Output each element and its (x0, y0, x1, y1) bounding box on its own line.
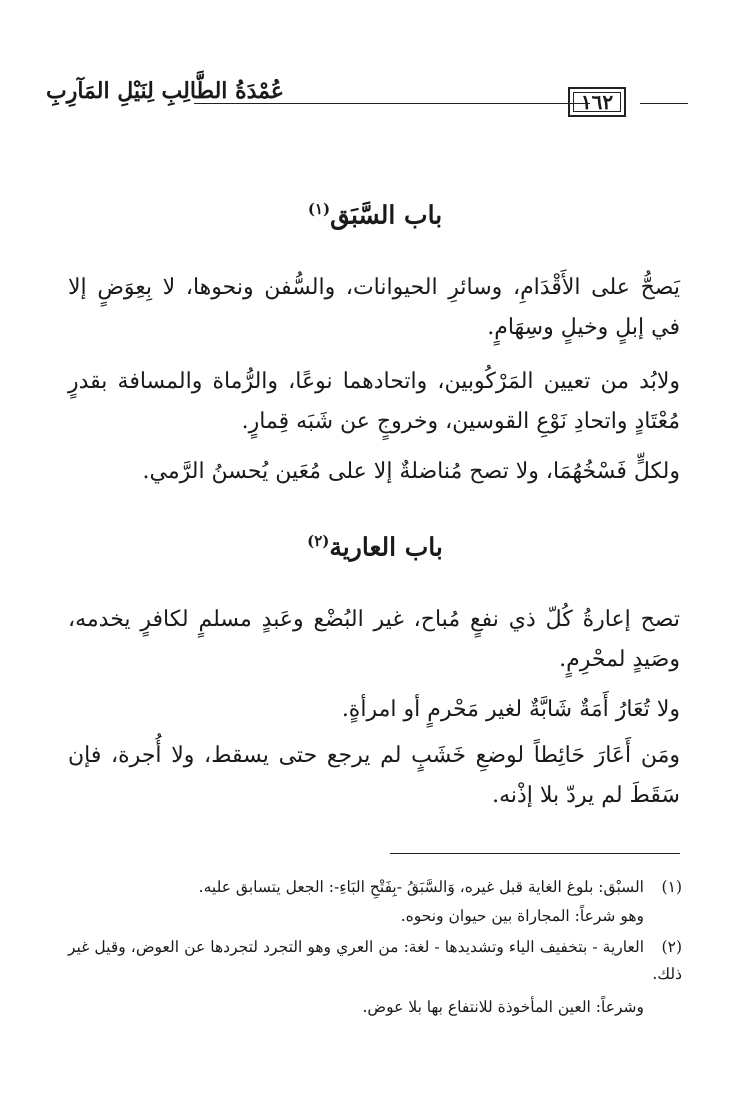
footnote (68, 874, 682, 901)
paragraph: ولابُد من تعيين المَرْكُوبين، واتحادهما نوعًا، والرُّماة والمسافة بقدرٍ مُعْتَادٍ واتحادِ نَوْعِ القوسين، وخروجٍ عن شَبَه قِمارٍ. (68, 369, 680, 434)
section-title-text: باب العارية (329, 532, 443, 562)
footnote (68, 934, 682, 988)
paragraph: تصح إعارةُ كُلّ ذي نفعٍ مُباح، غير البُضْع وعَبدٍ مسلمٍ لكافرٍ يخدمه، وصَيدٍ لمحْرِمٍ. (68, 607, 680, 672)
page-number: ١٦٢ (580, 90, 614, 114)
paragraph: ولا تُعَارُ أَمَةٌ شَابَّةٌ لغير مَحْرمٍ أو امرأةٍ. (341, 697, 680, 722)
header-rule-short (640, 103, 688, 104)
footnote-separator (390, 853, 680, 854)
paragraph: ولكلٍّ فَسْخُهُمَا، ولا تصح مُناضلةٌ إلا على مُعَين يُحسنُ الرَّمي. (142, 459, 680, 484)
section-title-text: باب السَّبَق (330, 200, 443, 230)
footnote-number: (١) (661, 878, 682, 896)
paragraph: يَصحُّ على الأَقْدَامِ، وسائرِ الحيوانات، والسُّفن ونحوها، لا بِعِوَضٍ إلا في إبلٍ وخيلٍ وسِهَامٍ. (68, 275, 680, 340)
section-title-ariya (0, 532, 750, 561)
running-header-title: عُمْدَةُ الطَّالِبِ لِنَيْلِ المَآرِبِ (46, 78, 284, 104)
footnote-continuation: وشرعاً: العين المأخوذة للانتفاع بها بلا عوض. (362, 998, 644, 1016)
footnote-continuation: وهو شرعاً: المجاراة بين حيوان ونحوه. (400, 907, 644, 925)
footnote-ref: (٢) (307, 532, 330, 550)
footnote-text: السبْق: بلوغ الغاية قبل غيره، وَالسَّبَقُ -بِفَتْحِ البَاءِ-: الجعل يتسابق عليه. (198, 878, 644, 896)
footnote-text: العارية - بتخفيف الياء وتشديدها - لغة: من العري وهو التجرد لتجردها عن العوض، وقيل غير ذلك. (68, 938, 682, 983)
paragraph: ومَن أَعَارَ حَائِطاً لوضعِ خَشَبٍ لم يرجع حتى يسقط، ولا أُجرة، فإن سَقَطَ لم يردّ بلا إذْنه. (68, 743, 680, 808)
section-title-sabaq (0, 200, 750, 229)
page-number-box (568, 87, 626, 117)
page-number-inner-frame (573, 92, 621, 112)
header-rule (194, 103, 590, 104)
footnote-ref: (١) (307, 200, 331, 218)
footnote-number: (٢) (661, 938, 682, 956)
